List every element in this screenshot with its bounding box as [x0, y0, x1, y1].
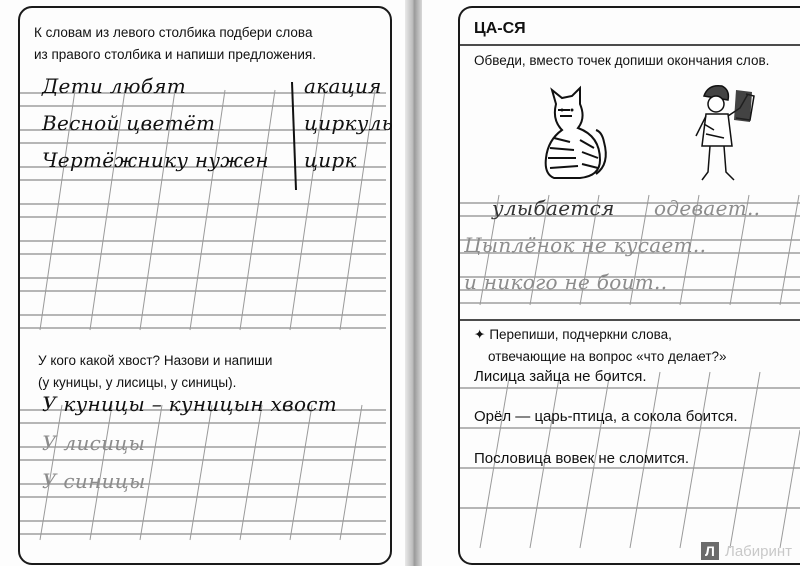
left-column-word: Весной цветёт [42, 111, 216, 135]
task2-instruction-line2: (у куницы, у лисицы, у синицы). [38, 375, 237, 390]
trace-line: Цыплёнок не кусает.. [464, 233, 707, 257]
watermark-text: Лабиринт [724, 542, 792, 560]
trace-word: улыбается [492, 196, 615, 220]
trace-word: одевает.. [654, 196, 761, 220]
copy-task-line2: отвечающие на вопрос «что делает?» [488, 349, 727, 364]
task1-instruction-line1: К словам из левого столбика подбери слова [34, 25, 313, 40]
task2-answer: У лисицы [42, 431, 146, 455]
task2-answer: У куницы – куницын хвост [42, 392, 338, 416]
task2-instruction-line1: У кого какой хвост? Назови и напиши [38, 353, 273, 368]
right-column-word: акация [304, 74, 382, 98]
left-column-word: Чертёжнику нужен [42, 148, 269, 172]
star-icon: ✦ [474, 327, 486, 342]
proverb-sentence: Лисица зайца не боится. [474, 368, 647, 385]
task1-instruction [34, 22, 316, 66]
task2-instruction [38, 350, 272, 394]
right-column-word: циркуль [304, 111, 393, 135]
girl-illustration [684, 84, 756, 184]
trace-instruction: Обведи, вместо точек допиши окончания слов. [474, 53, 770, 68]
left-column-word: Дети любят [42, 74, 187, 98]
lesson-heading: ЦА-СЯ [474, 20, 526, 37]
book-gutter [405, 0, 422, 566]
cat-illustration [540, 84, 612, 182]
proverb-sentence: Пословица вовек не сломится. [474, 450, 690, 467]
task1-instruction-line2: из правого столбика и напиши предложения. [34, 47, 316, 62]
proverb-sentence: Орёл — царь-птица, а сокола боится. [474, 408, 738, 425]
task2-answer: У синицы [42, 469, 146, 493]
right-column-word: цирк [304, 148, 357, 172]
labirint-logo-icon: Л [701, 542, 719, 560]
right-page [422, 0, 800, 566]
copy-task-text1: Перепиши, подчеркни слова, [489, 327, 672, 342]
copy-task-line1 [474, 324, 727, 346]
trace-line: и никого не боит.. [464, 270, 668, 294]
labirint-watermark [701, 542, 792, 560]
copy-task-instruction [474, 324, 727, 368]
